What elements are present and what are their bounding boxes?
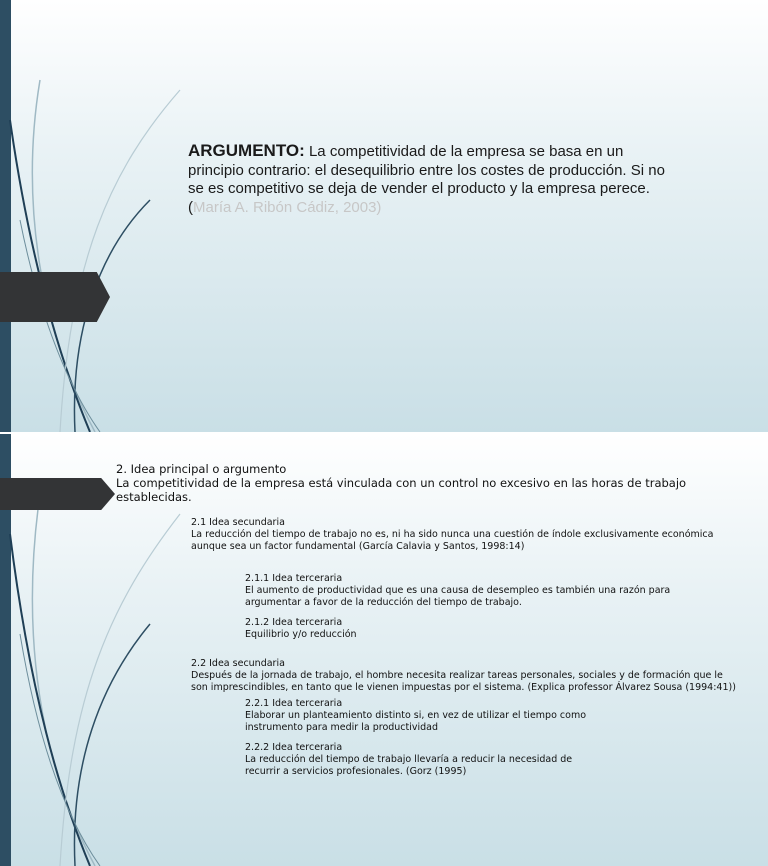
slide-1 — [0, 0, 768, 432]
argument-citation: María A. Ribón Cádiz, 2003) — [193, 198, 382, 216]
secondary-idea-title: 2.1 Idea secundaria — [191, 517, 285, 528]
main-idea-text-line2: establecidas. — [116, 490, 192, 504]
tertiary-idea-text-line2: instrumento para medir la productividad — [245, 722, 439, 733]
argument-body: La competitividad de la empresa se basa en un principio contrario: el desequilibrio entre los costes de producción. Si no se es competitivo se deja de vender el producto y la empresa perece. ( — [188, 143, 665, 216]
tertiary-idea-title: 2.2.2 Idea terceraria — [245, 742, 343, 753]
argument-text — [188, 142, 678, 217]
tertiary-idea-2-1-1 — [245, 573, 670, 609]
decorative-swirl — [0, 0, 200, 432]
secondary-idea-text-line1: Después de la jornada de trabajo, el hombre necesita realizar tareas personales, sociales y de formación que le — [191, 670, 723, 681]
tertiary-idea-title: 2.2.1 Idea terceraria — [245, 698, 343, 709]
secondary-idea-text-line1: La reducción del tiempo de trabajo no es, ni ha sido nunca una cuestión de índole exclusivamente económica — [191, 529, 714, 540]
secondary-idea-title: 2.2 Idea secundaria — [191, 658, 285, 669]
tertiary-idea-2-2-1 — [245, 698, 586, 734]
main-idea-title: 2. Idea principal o argumento — [116, 462, 287, 476]
tertiary-idea-text-line1: El aumento de productividad que es una causa de desempleo es también una razón para — [245, 585, 671, 596]
tertiary-idea-title: 2.1.2 Idea terceraria — [245, 617, 343, 628]
secondary-idea-text-line2: aunque sea un factor fundamental (García Calavia y Santos, 1998:14) — [191, 541, 525, 552]
tertiary-idea-title: 2.1.1 Idea terceraria — [245, 573, 343, 584]
tertiary-idea-text-line1: Equilibrio y/o reducción — [245, 629, 357, 640]
main-idea-block — [116, 462, 686, 504]
tertiary-idea-text-line2: argumentar a favor de la reducción del tiempo de trabajo. — [245, 597, 522, 608]
argument-keyword: ARGUMENTO: — [188, 141, 305, 160]
main-idea-text-line1: La competitividad de la empresa está vinculada con un control no excesivo en las horas de trabajo — [116, 476, 687, 490]
title-arrow-shape — [0, 272, 110, 322]
slide-2 — [0, 434, 768, 866]
secondary-idea-2-1 — [191, 517, 713, 553]
tertiary-idea-2-1-2 — [245, 617, 357, 641]
secondary-idea-text-line2: son imprescindibles, en tanto que le vienen impuestas por el sistema. (Explica professor Álvarez Sousa (1994:41)) — [191, 682, 736, 693]
tertiary-idea-text-line2: recurrir a servicios profesionales. (Gorz (1995) — [245, 766, 467, 777]
tertiary-idea-text-line1: La reducción del tiempo de trabajo llevaría a reducir la necesidad de — [245, 754, 573, 765]
secondary-idea-2-2 — [191, 658, 736, 694]
tertiary-idea-text-line1: Elaborar un planteamiento distinto si, en vez de utilizar el tiempo como — [245, 710, 587, 721]
tertiary-idea-2-2-2 — [245, 742, 572, 778]
title-arrow-shape — [0, 478, 115, 510]
